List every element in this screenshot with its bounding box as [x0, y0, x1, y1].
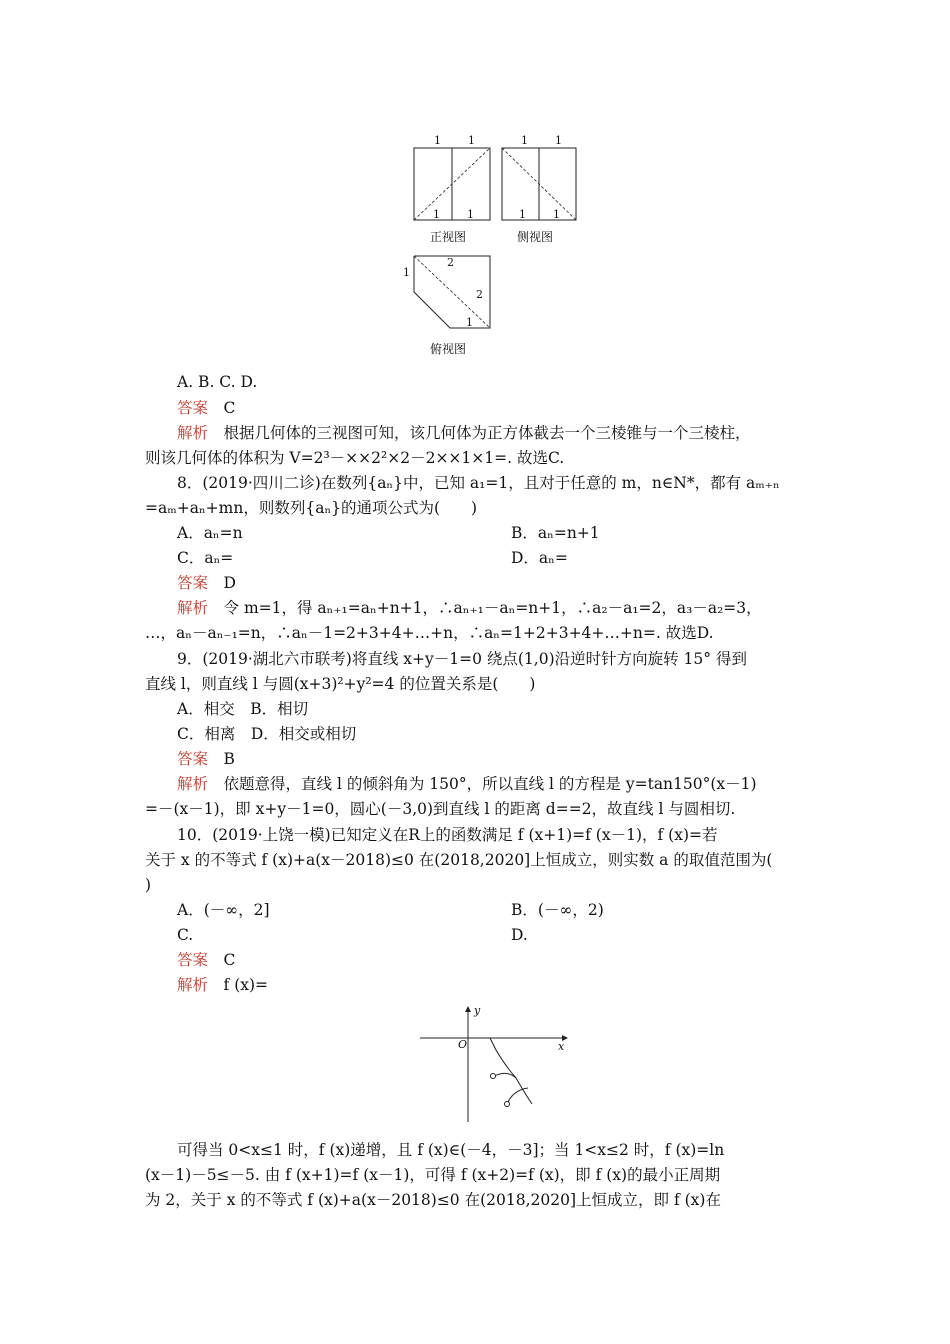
q8-option-d: D．aₙ= [511, 549, 568, 567]
q8-option-b: B．aₙ=n+1 [511, 524, 600, 542]
q9-stem-2: 直线 l，则直线 l 与圆(x+3)²+y²=4 的位置关系是( ) [145, 675, 536, 693]
q10-analysis-1: 解析 f (x)= [177, 976, 269, 994]
function-graph [420, 1006, 570, 1124]
analysis-label: 解析 [177, 424, 209, 442]
analysis-label: 解析 [177, 599, 209, 617]
front-top-mark-2: 1 [468, 134, 475, 147]
q8-stem-2: =aₘ+aₙ+mn，则数列{aₙ}的通项公式为( ) [145, 499, 478, 517]
q10-option-c: C. [177, 926, 194, 944]
graph-y-label: y [474, 1004, 481, 1017]
top-view-label: 俯视图 [430, 342, 467, 356]
top-left-mark: 1 [403, 266, 410, 279]
front-view-label: 正视图 [430, 230, 467, 244]
front-view-figure [414, 148, 494, 224]
q8-analysis-2: …，aₙ－aₙ₋₁=n，∴aₙ－1=2+3+4+…+n，∴aₙ=1+2+3+4+…+n=. 故选D. [145, 624, 714, 642]
side-top-mark-2: 1 [555, 134, 562, 147]
side-view-figure [502, 148, 582, 224]
q7-options: A. B. C. D. [177, 373, 258, 391]
q8-answer: 答案 D [177, 574, 236, 592]
q10-tail-2: (x－1)－5≤－5. 由 f (x+1)=f (x－1)，可得 f (x+2)=f (x)，即 f (x)的最小正周期 [145, 1166, 721, 1184]
q9-analysis-1: 解析 依题意得，直线 l 的倾斜角为 150°，所以直线 l 的方程是 y=tan150°(x－1) [177, 775, 757, 793]
q9-options-cd: C．相离 D．相交或相切 [177, 725, 357, 743]
side-bottom-mark-1: 1 [519, 208, 526, 221]
q8-option-c: C．aₙ= [177, 549, 234, 567]
graph-x-label: x [558, 1040, 565, 1053]
q7-answer: 答案 C [177, 399, 236, 417]
q9-stem-1: 9．(2019·湖北六市联考)将直线 x+y－1=0 绕点(1,0)沿逆时针方向旋转 15° 得到 [177, 650, 747, 668]
q9-analysis-2: =－(x－1)，即 x+y－1=0，圆心(－3,0)到直线 l 的距离 d==2，故直线 l 与圆相切. [145, 800, 736, 818]
q9-options-ab: A．相交 B．相切 [177, 700, 309, 718]
q10-answer: 答案 C [177, 951, 236, 969]
side-bottom-mark-2: 1 [553, 208, 560, 221]
q10-stem-3: ) [145, 876, 152, 894]
side-view-label: 侧视图 [517, 230, 554, 244]
q7-analysis-1: 解析 根据几何体的三视图可知，该几何体为正方体截去一个三棱锥与一个三棱柱， [177, 424, 751, 442]
top-right-mark: 2 [476, 288, 483, 301]
q8-option-a: A．aₙ=n [177, 524, 243, 542]
top-bottom-mark: 1 [466, 316, 473, 329]
answer-label: 答案 [177, 951, 209, 969]
q10-option-b: B．(－∞，2) [511, 901, 604, 919]
q10-option-d: D. [511, 926, 528, 944]
top-top-mark: 2 [447, 256, 454, 269]
answer-label: 答案 [177, 399, 209, 417]
q8-stem-1: 8．(2019·四川二诊)在数列{aₙ}中，已知 a₁=1，且对于任意的 m，n∈N*，都有 aₘ₊ₙ [177, 474, 780, 492]
q10-tail-3: 为 2，关于 x 的不等式 f (x)+a(x－2018)≤0 在(2018,2020]上恒成立，即 f (x)在 [145, 1191, 721, 1209]
front-bottom-mark-2: 1 [467, 208, 474, 221]
front-top-mark-1: 1 [434, 134, 441, 147]
graph-origin-label: O [458, 1038, 468, 1051]
analysis-label: 解析 [177, 976, 209, 994]
q10-stem-2: 关于 x 的不等式 f (x)+a(x－2018)≤0 在(2018,2020]上恒成立，则实数 a 的取值范围为( [145, 851, 773, 869]
answer-label: 答案 [177, 750, 209, 768]
answer-label: 答案 [177, 574, 209, 592]
q10-option-a: A．(－∞，2] [177, 901, 270, 919]
q7-analysis-2: 则该几何体的体积为 V=2³－××2²×2－2××1×1=. 故选C. [145, 449, 565, 467]
analysis-label: 解析 [177, 775, 209, 793]
front-bottom-mark-1: 1 [433, 208, 440, 221]
q10-stem-1: 10．(2019·上饶一模)已知定义在R上的函数满足 f (x+1)=f (x－1)，f (x)=若 [177, 826, 718, 844]
q10-tail-1: 可得当 0<x≤1 时，f (x)递增，且 f (x)∈(－4，－3]；当 1<x≤2 时，f (x)=ln [177, 1141, 725, 1159]
q8-analysis-1: 解析 令 m=1，得 aₙ₊₁=aₙ+n+1，∴aₙ₊₁－aₙ=n+1，∴a₂－a₁=2，a₃－a₂=3， [177, 599, 762, 617]
q9-answer: 答案 B [177, 750, 235, 768]
side-top-mark-1: 1 [521, 134, 528, 147]
